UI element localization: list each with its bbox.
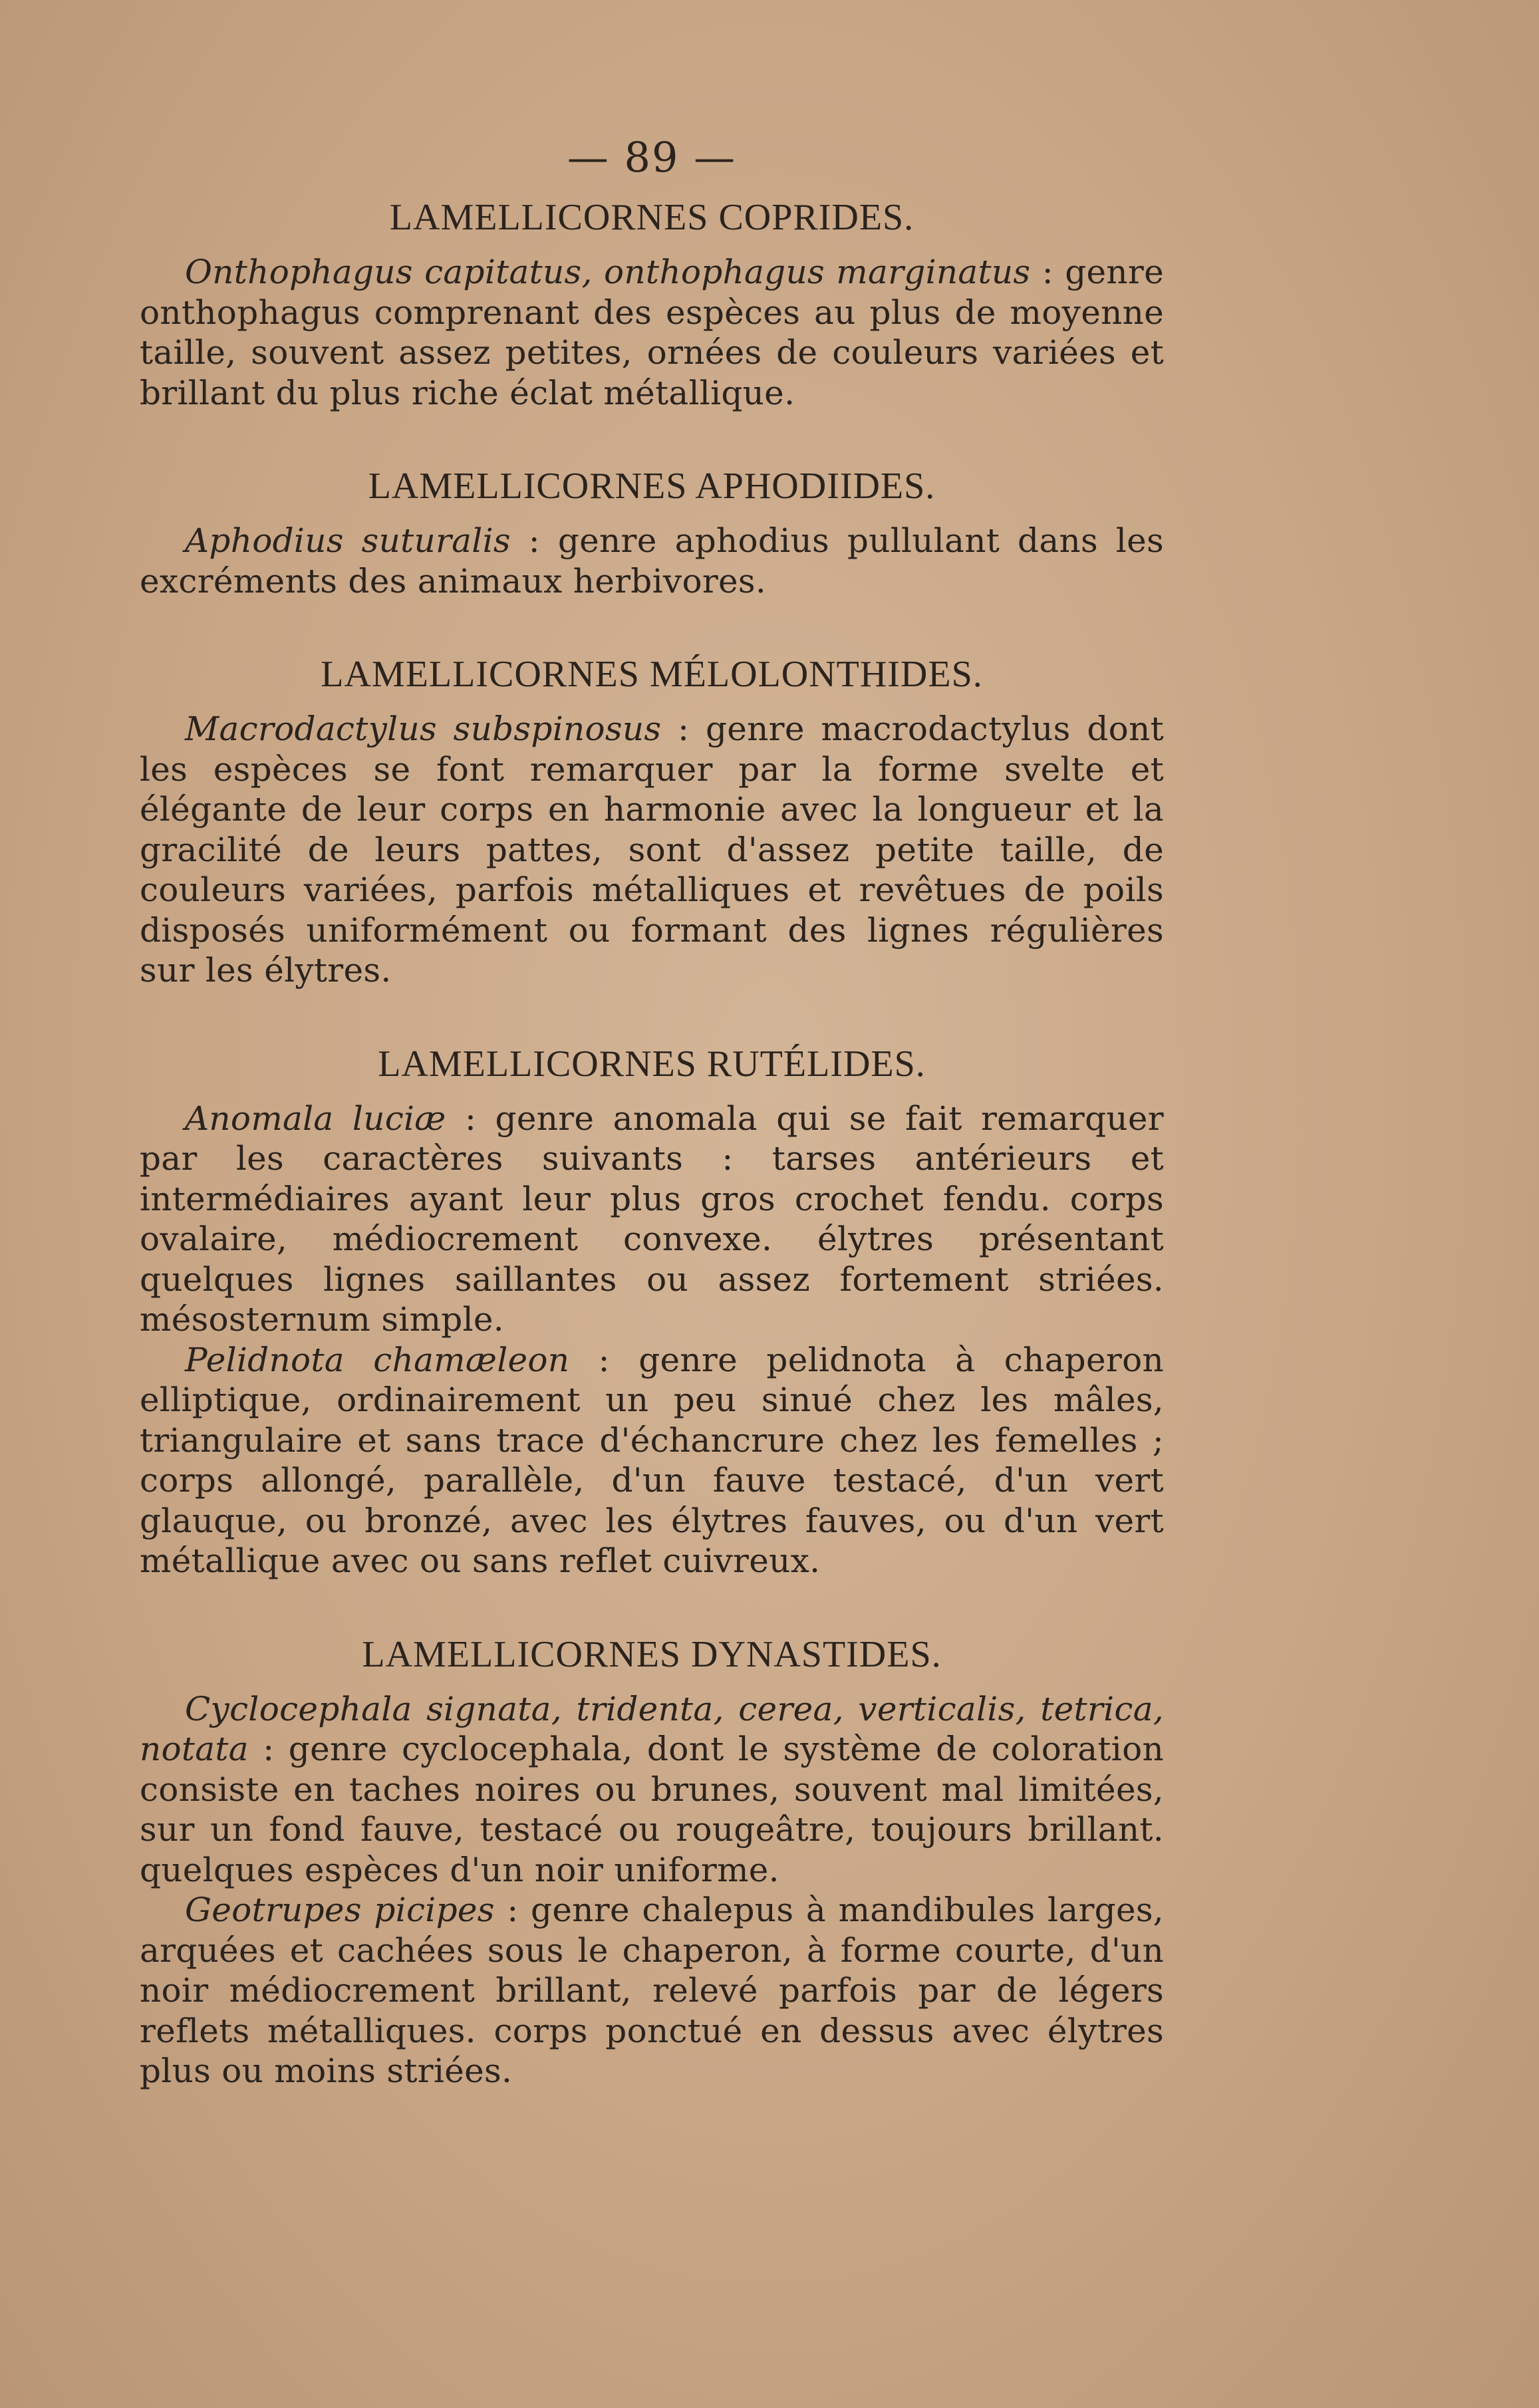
species-description: : genre anomala qui se fait remarquer par les caractères suivants : tarses antérieurs et intermédiaires ayant leur plus gros crochet fendu. corps ovalaire, médiocrement convexe. élytres présentant quelques lignes saillantes ou assez fortement striées. mésosternum simple. [140, 1099, 1164, 1339]
species-description: : genre onthophagus comprenant des espèces au plus de moyenne taille, souvent assez petites, ornées de couleurs variées et brillant du plus riche éclat métallique. [140, 253, 1164, 412]
species-entry [140, 709, 1164, 991]
section-rutelides [140, 1043, 1164, 1581]
document-page [140, 133, 1164, 2143]
species-description: : genre macrodactylus dont les espèces se font remarquer par la forme svelte et élégante de leur corps en harmonie avec la longueur et la gracilité de leurs pattes, sont d'assez petite taille, de couleurs variées, parfois métalliques et revêtues de poils disposés uniformément ou formant des lignes régulières sur les élytres. [140, 710, 1164, 990]
species-entry [140, 1099, 1164, 1340]
section-coprides [140, 196, 1164, 413]
species-name: Onthophagus capitatus, onthophagus marginatus [185, 253, 1031, 291]
section-heading: LAMELLICORNES RUTÉLIDES. [378, 1043, 926, 1085]
species-description: : genre pelidnota à chaperon elliptique, ordinairement un peu sinué chez les mâles, triangulaire et sans trace d'échancrure chez les femelles ; corps allongé, parallèle, d'un fauve testacé, d'un vert glauque, ou bronzé, avec les élytres fauves, ou d'un vert métallique avec ou sans reflet cuivreux. [140, 1340, 1164, 1580]
section-heading: LAMELLICORNES MÉLOLONTHIDES. [321, 654, 983, 695]
species-name: Aphodius suturalis [185, 521, 511, 560]
species-name: Macrodactylus subspinosus [185, 710, 662, 748]
section-heading: LAMELLICORNES DYNASTIDES. [362, 1633, 942, 1675]
species-entry [140, 521, 1164, 601]
section-heading: LAMELLICORNES APHODIIDES. [368, 466, 936, 507]
section-dynastides [140, 1633, 1164, 2091]
species-entry [140, 1689, 1164, 1891]
section-melolonthides [140, 653, 1164, 991]
species-name: Cyclocephala signata, tridenta, cerea, verticalis, tetrica, notata [140, 1689, 1164, 1768]
species-name: Geotrupes picipes [185, 1891, 495, 1929]
section-aphodiides [140, 465, 1164, 601]
species-entry [140, 1890, 1164, 2091]
species-description: : genre aphodius pullulant dans les excréments des animaux herbivores. [140, 521, 1164, 601]
species-description: : genre cyclocephala, dont le système de coloration consiste en taches noires ou brunes, souvent mal limitées, sur un fond fauve, testacé ou rougeâtre, toujours brillant. quelques espèces d'un noir uniforme. [140, 1730, 1164, 1889]
species-entry [140, 252, 1164, 413]
section-heading: LAMELLICORNES COPRIDES. [389, 197, 914, 238]
species-name: Anomala luciæ [185, 1099, 446, 1138]
species-entry [140, 1340, 1164, 1581]
species-name: Pelidnota chamæleon [185, 1340, 570, 1379]
species-description: : genre chalepus à mandibules larges, arquées et cachées sous le chaperon, à forme courte, d'un noir médiocrement brillant, relevé parfois par de légers reflets métalliques. corps ponctué en dessus avec élytres plus ou moins striées. [140, 1891, 1164, 2090]
page-number: — 89 — [567, 133, 737, 182]
